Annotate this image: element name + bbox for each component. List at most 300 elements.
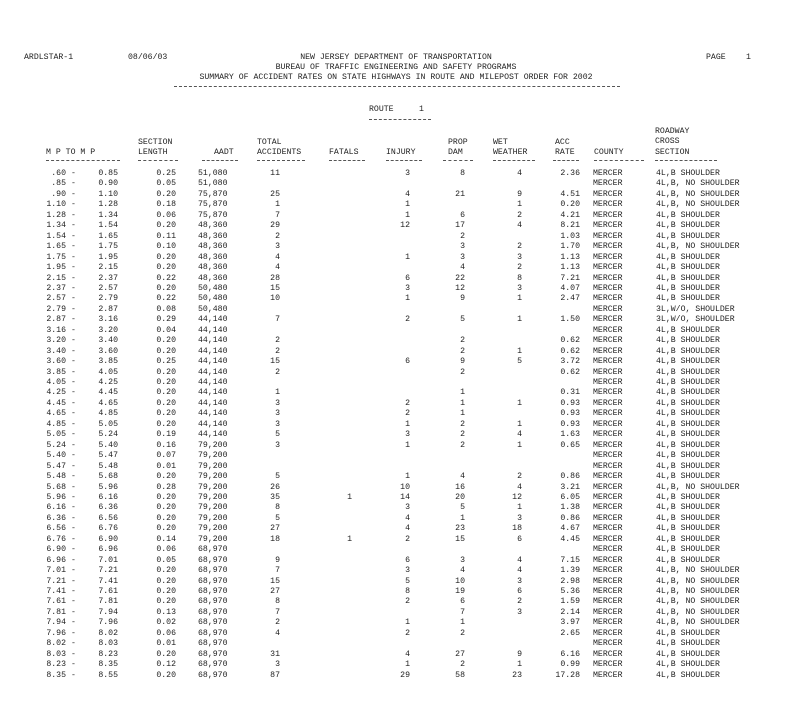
cell-injury: 2: [405, 315, 410, 325]
cell-mp-from: 1.10: [46, 200, 66, 210]
cell-mp-to: 6.90: [98, 534, 118, 544]
mp-separator: -: [71, 357, 76, 367]
mp-separator: -: [71, 252, 76, 262]
cell-injury: 2: [405, 597, 410, 607]
cell-mp-from: 5.24: [46, 440, 66, 450]
mp-separator: -: [71, 545, 76, 555]
cell-county: MERCER: [593, 367, 623, 377]
cell-acc-rate: 2.47: [560, 294, 580, 304]
cell-aadt: 44,140: [198, 336, 228, 346]
table-row: [0, 294, 800, 305]
cell-total-accidents: 35: [270, 492, 280, 502]
cell-mp-from: 6.56: [46, 524, 66, 534]
cell-aadt: 68,970: [198, 660, 228, 670]
table-row: [0, 253, 800, 264]
table-row: [0, 535, 800, 546]
mp-separator: -: [71, 660, 76, 670]
cell-aadt: 79,200: [198, 503, 228, 513]
cell-mp-to: 4.85: [98, 409, 118, 419]
table-row: [0, 242, 800, 253]
cell-wet-weather: 1: [517, 660, 522, 670]
cell-wet-weather: 5: [517, 357, 522, 367]
cell-wet-weather: 1: [517, 200, 522, 210]
cell-county: MERCER: [593, 639, 623, 649]
cell-wet-weather: 1: [517, 346, 522, 356]
mp-separator: -: [71, 566, 76, 576]
mp-separator: -: [71, 315, 76, 325]
cell-mp-to: 8.23: [98, 649, 118, 659]
cell-roadway-section: 4L,B, NO SHOULDER: [656, 587, 740, 596]
cell-acc-rate: 0.20: [560, 200, 580, 210]
cell-mp-to: 5.96: [98, 482, 118, 492]
cell-aadt: 79,200: [198, 492, 228, 502]
cell-injury: 8: [405, 587, 410, 596]
cell-county: MERCER: [593, 263, 623, 273]
cell-roadway-section: 4L,B SHOULDER: [656, 294, 720, 304]
cell-roadway-section: 4L,B SHOULDER: [656, 398, 720, 408]
col-header-acc-1: ACC: [555, 138, 570, 147]
cell-county: MERCER: [593, 513, 623, 523]
cell-acc-rate: 1.13: [560, 263, 580, 273]
cell-county: MERCER: [593, 587, 623, 596]
cell-county: MERCER: [593, 325, 623, 335]
cell-roadway-section: 4L,B SHOULDER: [656, 169, 720, 178]
col-underline-prop: [443, 160, 473, 161]
mp-separator: -: [71, 639, 76, 649]
cell-county: MERCER: [593, 597, 623, 607]
cell-mp-from: 8.35: [46, 670, 66, 680]
cell-prop-dam: 23: [455, 524, 465, 534]
cell-county: MERCER: [593, 503, 623, 513]
cell-aadt: 68,970: [198, 618, 228, 628]
cell-total-accidents: 2: [275, 367, 280, 377]
cell-total-accidents: 4: [275, 252, 280, 262]
table-row: [0, 597, 800, 608]
cell-mp-from: 2.87: [46, 315, 66, 325]
cell-county: MERCER: [593, 472, 623, 482]
cell-aadt: 48,360: [198, 263, 228, 273]
cell-total-accidents: 2: [275, 231, 280, 241]
col-header-section-1: SECTION: [138, 138, 173, 147]
cell-section-length: 0.20: [156, 670, 176, 680]
cell-mp-from: 5.68: [46, 482, 66, 492]
cell-fatals: 1: [347, 492, 352, 502]
cell-section-length: 0.20: [156, 419, 176, 429]
cell-prop-dam: 27: [455, 649, 465, 659]
cell-wet-weather: 3: [517, 607, 522, 617]
table-row: [0, 650, 800, 661]
cell-prop-dam: 6: [460, 597, 465, 607]
cell-county: MERCER: [593, 283, 623, 293]
cell-roadway-section: 4L,B, NO SHOULDER: [656, 482, 740, 492]
cell-county: MERCER: [593, 346, 623, 356]
cell-section-length: 0.20: [156, 346, 176, 356]
cell-mp-to: 8.35: [98, 660, 118, 670]
cell-mp-from: 8.23: [46, 660, 66, 670]
mp-separator: -: [71, 273, 76, 283]
cell-aadt: 44,140: [198, 325, 228, 335]
cell-injury: 10: [400, 482, 410, 492]
cell-total-accidents: 27: [270, 524, 280, 534]
cell-county: MERCER: [593, 357, 623, 367]
cell-mp-from: 7.01: [46, 566, 66, 576]
cell-injury: 6: [405, 273, 410, 283]
mp-separator: -: [71, 388, 76, 398]
cell-section-length: 0.06: [156, 210, 176, 220]
cell-acc-rate: 1.63: [560, 430, 580, 440]
table-row: [0, 618, 800, 629]
cell-mp-from: 5.96: [46, 492, 66, 502]
cell-wet-weather: 2: [517, 472, 522, 482]
cell-section-length: 0.20: [156, 649, 176, 659]
table-row: [0, 274, 800, 285]
cell-mp-to: 7.96: [98, 618, 118, 628]
cell-mp-to: 5.05: [98, 419, 118, 429]
cell-section-length: 0.06: [156, 545, 176, 555]
cell-acc-rate: 8.21: [560, 221, 580, 231]
cell-section-length: 0.20: [156, 189, 176, 199]
cell-total-accidents: 2: [275, 618, 280, 628]
report-date: 08/06/03: [128, 53, 168, 62]
cell-roadway-section: 4L,B, NO SHOULDER: [656, 566, 740, 576]
cell-prop-dam: 10: [455, 576, 465, 586]
cell-mp-to: 6.16: [98, 492, 118, 502]
mp-separator: -: [71, 451, 76, 461]
cell-total-accidents: 2: [275, 336, 280, 346]
cell-section-length: 0.20: [156, 492, 176, 502]
cell-wet-weather: 4: [517, 482, 522, 492]
cell-injury: 1: [405, 660, 410, 670]
cell-acc-rate: 0.86: [560, 513, 580, 523]
cell-mp-from: 3.60: [46, 357, 66, 367]
table-row: [0, 388, 800, 399]
cell-aadt: 75,870: [198, 189, 228, 199]
cell-aadt: 79,200: [198, 451, 228, 461]
cell-acc-rate: 0.62: [560, 367, 580, 377]
cell-injury: 1: [405, 294, 410, 304]
cell-county: MERCER: [593, 315, 623, 325]
cell-roadway-section: 4L,B SHOULDER: [656, 513, 720, 523]
cell-mp-to: 2.37: [98, 273, 118, 283]
cell-roadway-section: 4L,B SHOULDER: [656, 649, 720, 659]
mp-separator: -: [71, 597, 76, 607]
cell-aadt: 44,140: [198, 367, 228, 377]
cell-mp-from: 1.95: [46, 263, 66, 273]
cell-mp-from: 8.02: [46, 639, 66, 649]
cell-injury: 4: [405, 649, 410, 659]
cell-county: MERCER: [593, 649, 623, 659]
cell-mp-from: 5.47: [46, 461, 66, 471]
cell-mp-to: 1.75: [98, 242, 118, 252]
cell-mp-to: 3.60: [98, 346, 118, 356]
cell-aadt: 68,970: [198, 649, 228, 659]
cell-section-length: 0.20: [156, 576, 176, 586]
table-row: [0, 514, 800, 525]
col-underline-roadway: [655, 160, 717, 161]
route-number: 1: [419, 105, 424, 114]
cell-injury: 29: [400, 670, 410, 680]
cell-county: MERCER: [593, 607, 623, 617]
col-header-total-1: TOTAL: [257, 138, 282, 147]
cell-mp-to: 4.65: [98, 398, 118, 408]
cell-mp-from: 1.54: [46, 231, 66, 241]
cell-mp-to: 7.81: [98, 597, 118, 607]
cell-wet-weather: 2: [517, 263, 522, 273]
mp-separator: -: [71, 210, 76, 220]
col-header-aadt: AADT: [214, 148, 234, 157]
cell-section-length: 0.19: [156, 430, 176, 440]
col-underline-total: [257, 160, 305, 161]
cell-acc-rate: 4.21: [560, 210, 580, 220]
report-title-line-3: SUMMARY OF ACCIDENT RATES ON STATE HIGHWAYS IN ROUTE AND MILEPOST ORDER FOR 2002: [199, 73, 593, 82]
cell-mp-from: 1.28: [46, 210, 66, 220]
col-header-total-2: ACCIDENTS: [257, 148, 302, 157]
cell-section-length: 0.08: [156, 304, 176, 314]
cell-section-length: 0.20: [156, 263, 176, 273]
cell-county: MERCER: [593, 294, 623, 304]
cell-aadt: 79,200: [198, 482, 228, 492]
mp-separator: -: [71, 189, 76, 199]
cell-mp-from: 7.61: [46, 597, 66, 607]
cell-prop-dam: 58: [455, 670, 465, 680]
mp-separator: -: [71, 378, 76, 387]
cell-prop-dam: 3: [460, 242, 465, 252]
cell-county: MERCER: [593, 482, 623, 492]
cell-roadway-section: 4L,B, NO SHOULDER: [656, 607, 740, 617]
mp-separator: -: [71, 430, 76, 440]
cell-roadway-section: 4L,B SHOULDER: [656, 461, 720, 471]
cell-county: MERCER: [593, 378, 623, 387]
cell-mp-to: 3.85: [98, 357, 118, 367]
cell-mp-from: 6.36: [46, 513, 66, 523]
cell-injury: 4: [405, 513, 410, 523]
cell-prop-dam: 5: [460, 315, 465, 325]
cell-mp-from: 3.16: [46, 325, 66, 335]
cell-roadway-section: 4L,B SHOULDER: [656, 492, 720, 502]
cell-section-length: 0.20: [156, 597, 176, 607]
cell-roadway-section: 4L,B SHOULDER: [656, 336, 720, 346]
cell-acc-rate: 3.21: [560, 482, 580, 492]
table-row: [0, 305, 800, 316]
cell-total-accidents: 18: [270, 534, 280, 544]
cell-prop-dam: 20: [455, 492, 465, 502]
cell-prop-dam: 2: [460, 336, 465, 346]
cell-aadt: 51,080: [198, 179, 228, 189]
cell-aadt: 44,140: [198, 378, 228, 387]
cell-total-accidents: 8: [275, 597, 280, 607]
mp-separator: -: [71, 513, 76, 523]
cell-roadway-section: 4L,B SHOULDER: [656, 419, 720, 429]
mp-separator: -: [71, 409, 76, 419]
cell-wet-weather: 23: [512, 670, 522, 680]
cell-acc-rate: 0.86: [560, 472, 580, 482]
cell-acc-rate: 1.13: [560, 252, 580, 262]
cell-acc-rate: 2.98: [560, 576, 580, 586]
cell-total-accidents: 1: [275, 200, 280, 210]
cell-mp-from: 5.48: [46, 472, 66, 482]
page-label: PAGE: [706, 53, 726, 62]
cell-section-length: 0.13: [156, 607, 176, 617]
cell-total-accidents: 7: [275, 566, 280, 576]
mp-separator: -: [71, 304, 76, 314]
cell-acc-rate: 1.70: [560, 242, 580, 252]
cell-mp-to: 3.20: [98, 325, 118, 335]
cell-mp-to: 6.76: [98, 524, 118, 534]
cell-prop-dam: 2: [460, 231, 465, 241]
cell-injury: 3: [405, 283, 410, 293]
cell-roadway-section: 4L,B SHOULDER: [656, 628, 720, 638]
cell-roadway-section: 4L,B SHOULDER: [656, 451, 720, 461]
cell-acc-rate: 1.39: [560, 566, 580, 576]
cell-mp-from: 4.05: [46, 378, 66, 387]
table-row: [0, 326, 800, 337]
table-row: [0, 556, 800, 567]
cell-section-length: 0.20: [156, 221, 176, 231]
cell-injury: 2: [405, 398, 410, 408]
cell-mp-from: 4.25: [46, 388, 66, 398]
cell-prop-dam: 9: [460, 294, 465, 304]
mp-separator: -: [71, 242, 76, 252]
table-row: [0, 472, 800, 483]
cell-section-length: 0.20: [156, 252, 176, 262]
cell-wet-weather: 4: [517, 169, 522, 178]
route-label: ROUTE: [369, 105, 394, 114]
mp-separator: -: [71, 367, 76, 377]
cell-mp-from: 6.96: [46, 555, 66, 565]
cell-mp-from: 5.05: [46, 430, 66, 440]
cell-total-accidents: 5: [275, 472, 280, 482]
cell-roadway-section: 4L,B SHOULDER: [656, 221, 720, 231]
cell-section-length: 0.20: [156, 566, 176, 576]
cell-county: MERCER: [593, 670, 623, 680]
cell-acc-rate: 5.36: [560, 587, 580, 596]
cell-mp-to: 6.56: [98, 513, 118, 523]
table-row: [0, 451, 800, 462]
cell-roadway-section: 4L,B SHOULDER: [656, 503, 720, 513]
cell-roadway-section: 4L,B SHOULDER: [656, 273, 720, 283]
cell-total-accidents: 10: [270, 294, 280, 304]
table-row: [0, 608, 800, 619]
cell-injury: 1: [405, 472, 410, 482]
col-underline-fatals: [329, 160, 365, 161]
table-row: [0, 629, 800, 640]
mp-separator: -: [71, 346, 76, 356]
cell-roadway-section: 3L,W/O, SHOULDER: [656, 304, 735, 314]
cell-acc-rate: 1.50: [560, 315, 580, 325]
cell-total-accidents: 7: [275, 607, 280, 617]
cell-wet-weather: 4: [517, 430, 522, 440]
cell-roadway-section: 4L,B SHOULDER: [656, 378, 720, 387]
cell-total-accidents: 87: [270, 670, 280, 680]
cell-prop-dam: 19: [455, 587, 465, 596]
cell-mp-from: 2.15: [46, 273, 66, 283]
cell-aadt: 79,200: [198, 534, 228, 544]
cell-injury: 6: [405, 357, 410, 367]
cell-section-length: 0.20: [156, 378, 176, 387]
col-header-wet-2: WEATHER: [493, 148, 528, 157]
cell-prop-dam: 2: [460, 346, 465, 356]
cell-section-length: 0.12: [156, 660, 176, 670]
cell-mp-from: 4.65: [46, 409, 66, 419]
cell-injury: 3: [405, 566, 410, 576]
cell-roadway-section: 4L,B SHOULDER: [656, 660, 720, 670]
cell-mp-to: 2.87: [98, 304, 118, 314]
cell-mp-from: 2.57: [46, 294, 66, 304]
cell-section-length: 0.20: [156, 513, 176, 523]
cell-mp-from: 1.65: [46, 242, 66, 252]
cell-roadway-section: 4L,B SHOULDER: [656, 430, 720, 440]
mp-separator: -: [71, 231, 76, 241]
cell-roadway-section: 4L,B SHOULDER: [656, 357, 720, 367]
cell-roadway-section: 4L,B SHOULDER: [656, 524, 720, 534]
mp-separator: -: [71, 618, 76, 628]
cell-mp-to: 2.79: [98, 294, 118, 304]
cell-wet-weather: 4: [517, 566, 522, 576]
cell-fatals: 1: [347, 534, 352, 544]
cell-wet-weather: 6: [517, 534, 522, 544]
cell-county: MERCER: [593, 304, 623, 314]
cell-wet-weather: 6: [517, 587, 522, 596]
table-row: [0, 315, 800, 326]
cell-roadway-section: 4L,B SHOULDER: [656, 283, 720, 293]
col-underline-injury: [386, 160, 422, 161]
table-row: [0, 221, 800, 232]
mp-separator: -: [71, 524, 76, 534]
cell-roadway-section: 4L,B, NO SHOULDER: [656, 242, 740, 252]
cell-roadway-section: 4L,B SHOULDER: [656, 472, 720, 482]
table-row: [0, 399, 800, 410]
cell-injury: 5: [405, 576, 410, 586]
cell-county: MERCER: [593, 555, 623, 565]
table-row: [0, 503, 800, 514]
cell-mp-to: 5.48: [98, 461, 118, 471]
cell-aadt: 79,200: [198, 513, 228, 523]
cell-mp-to: 5.24: [98, 430, 118, 440]
cell-injury: 1: [405, 210, 410, 220]
cell-prop-dam: 3: [460, 252, 465, 262]
cell-wet-weather: 2: [517, 242, 522, 252]
cell-section-length: 0.25: [156, 169, 176, 178]
cell-acc-rate: 4.07: [560, 283, 580, 293]
cell-aadt: 75,870: [198, 210, 228, 220]
mp-separator: -: [71, 263, 76, 273]
cell-acc-rate: 3.97: [560, 618, 580, 628]
cell-county: MERCER: [593, 210, 623, 220]
cell-county: MERCER: [593, 419, 623, 429]
cell-prop-dam: 12: [455, 283, 465, 293]
cell-aadt: 44,140: [198, 315, 228, 325]
cell-county: MERCER: [593, 221, 623, 231]
cell-total-accidents: 3: [275, 242, 280, 252]
cell-mp-to: 4.05: [98, 367, 118, 377]
table-row: [0, 493, 800, 504]
cell-acc-rate: 7.21: [560, 273, 580, 283]
table-row: [0, 587, 800, 598]
cell-acc-rate: 0.93: [560, 398, 580, 408]
cell-mp-to: 7.21: [98, 566, 118, 576]
route-underline: [369, 119, 431, 120]
cell-wet-weather: 4: [517, 555, 522, 565]
cell-county: MERCER: [593, 189, 623, 199]
cell-section-length: 0.25: [156, 357, 176, 367]
cell-roadway-section: 3L,W/O, SHOULDER: [656, 315, 735, 325]
cell-mp-from: 6.16: [46, 503, 66, 513]
col-header-prop-2: DAM: [448, 148, 463, 157]
cell-roadway-section: 4L,B SHOULDER: [656, 346, 720, 356]
cell-acc-rate: 0.62: [560, 336, 580, 346]
table-row: [0, 524, 800, 535]
cell-prop-dam: 4: [460, 263, 465, 273]
